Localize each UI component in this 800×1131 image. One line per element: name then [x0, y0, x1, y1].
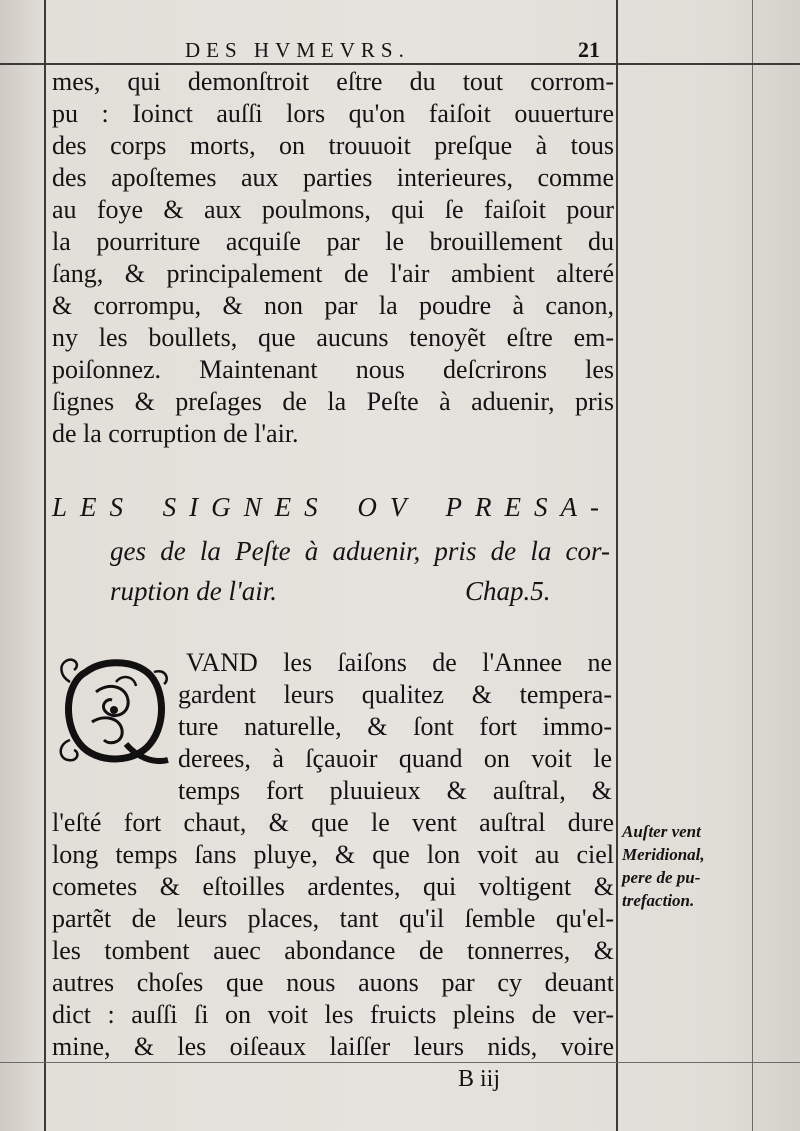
body-line: des corps morts, on trouuoit preſque à tous — [52, 131, 614, 160]
show-through-text — [60, 466, 66, 493]
text-column-right-rule — [616, 0, 618, 1131]
body-line: ſang, & principalement de l'air ambient alteré — [52, 259, 614, 288]
header-rule — [0, 63, 800, 65]
ornamental-dropcap — [56, 652, 174, 770]
body-line: partẽt de leurs places, tant qu'il ſemble qu'el- — [52, 904, 614, 933]
body-line: VAND les ſaiſons de l'Annee ne — [186, 648, 612, 677]
chapter-heading-line: ges de la Peſte à aduenir, pris de la cor- — [110, 536, 610, 566]
body-line: temps fort pluuieux & auſtral, & — [178, 776, 612, 805]
body-line: mes, qui demonſtroit eſtre du tout corrom- — [52, 67, 614, 96]
marginal-note-line: pere de pu- — [622, 868, 701, 887]
signature-mark: B iij — [458, 1066, 501, 1092]
body-line: au foye & aux poulmons, qui ſe faiſoit pour — [52, 195, 614, 224]
chapter-heading-line: ruption de l'air. — [110, 576, 278, 606]
chapter-heading-line: LES SIGNES OV PRESA- — [52, 492, 612, 522]
body-line: la pourriture acquiſe par le brouillement du — [52, 227, 614, 256]
body-line: autres choſes que nous auons par cy deuant — [52, 968, 614, 997]
body-line: derees, à ſçauoir quand on voit le — [178, 744, 612, 773]
body-line: & corrompu, & non par la poudre à canon, — [52, 291, 614, 320]
body-line: gardent leurs qualitez & tempera- — [178, 680, 612, 709]
body-line: long temps ſans pluye, & que lon voit au ciel — [52, 840, 614, 869]
running-title: DES HVMEVRS. — [185, 38, 410, 62]
body-line: des apoſtemes aux parties interieures, comme — [52, 163, 614, 192]
marginal-note-line: Meridional, — [622, 845, 705, 864]
body-line: ſignes & preſages de la Peſte à aduenir, pris — [52, 387, 614, 416]
marginal-note-line: trefaction. — [622, 891, 695, 910]
body-line: pu : Ioinct auſſi lors qu'on faiſoit ouuerture — [52, 99, 614, 128]
body-line: mine, & les oiſeaux laiſſer leurs nids, voire — [52, 1032, 614, 1061]
outer-margin-rule — [752, 0, 753, 1131]
body-line: poiſonnez. Maintenant nous deſcrirons les — [52, 355, 614, 384]
body-line: ture naturelle, & ſont fort immo- — [178, 712, 612, 741]
page-number: 21 — [578, 37, 600, 62]
left-margin-rule — [44, 0, 46, 1131]
body-line: dict : auſſi ſi on voit les fruicts pleins de ver- — [52, 1000, 614, 1029]
marginal-note-line: Auſter vent — [622, 822, 701, 841]
chapter-number: Chap.5. — [465, 576, 551, 606]
body-line: ny les boullets, que aucuns tenoyẽt eſtre em- — [52, 323, 614, 352]
body-line: l'eſté fort chaut, & que le vent auſtral dure — [52, 808, 614, 837]
body-line: de la corruption de l'air. — [52, 419, 299, 448]
body-line: cometes & eſtoilles ardentes, qui voltigent & — [52, 872, 614, 901]
body-line: les tombent auec abondance de tonnerres, & — [52, 936, 614, 965]
dropcap-letter: Q — [114, 724, 116, 725]
